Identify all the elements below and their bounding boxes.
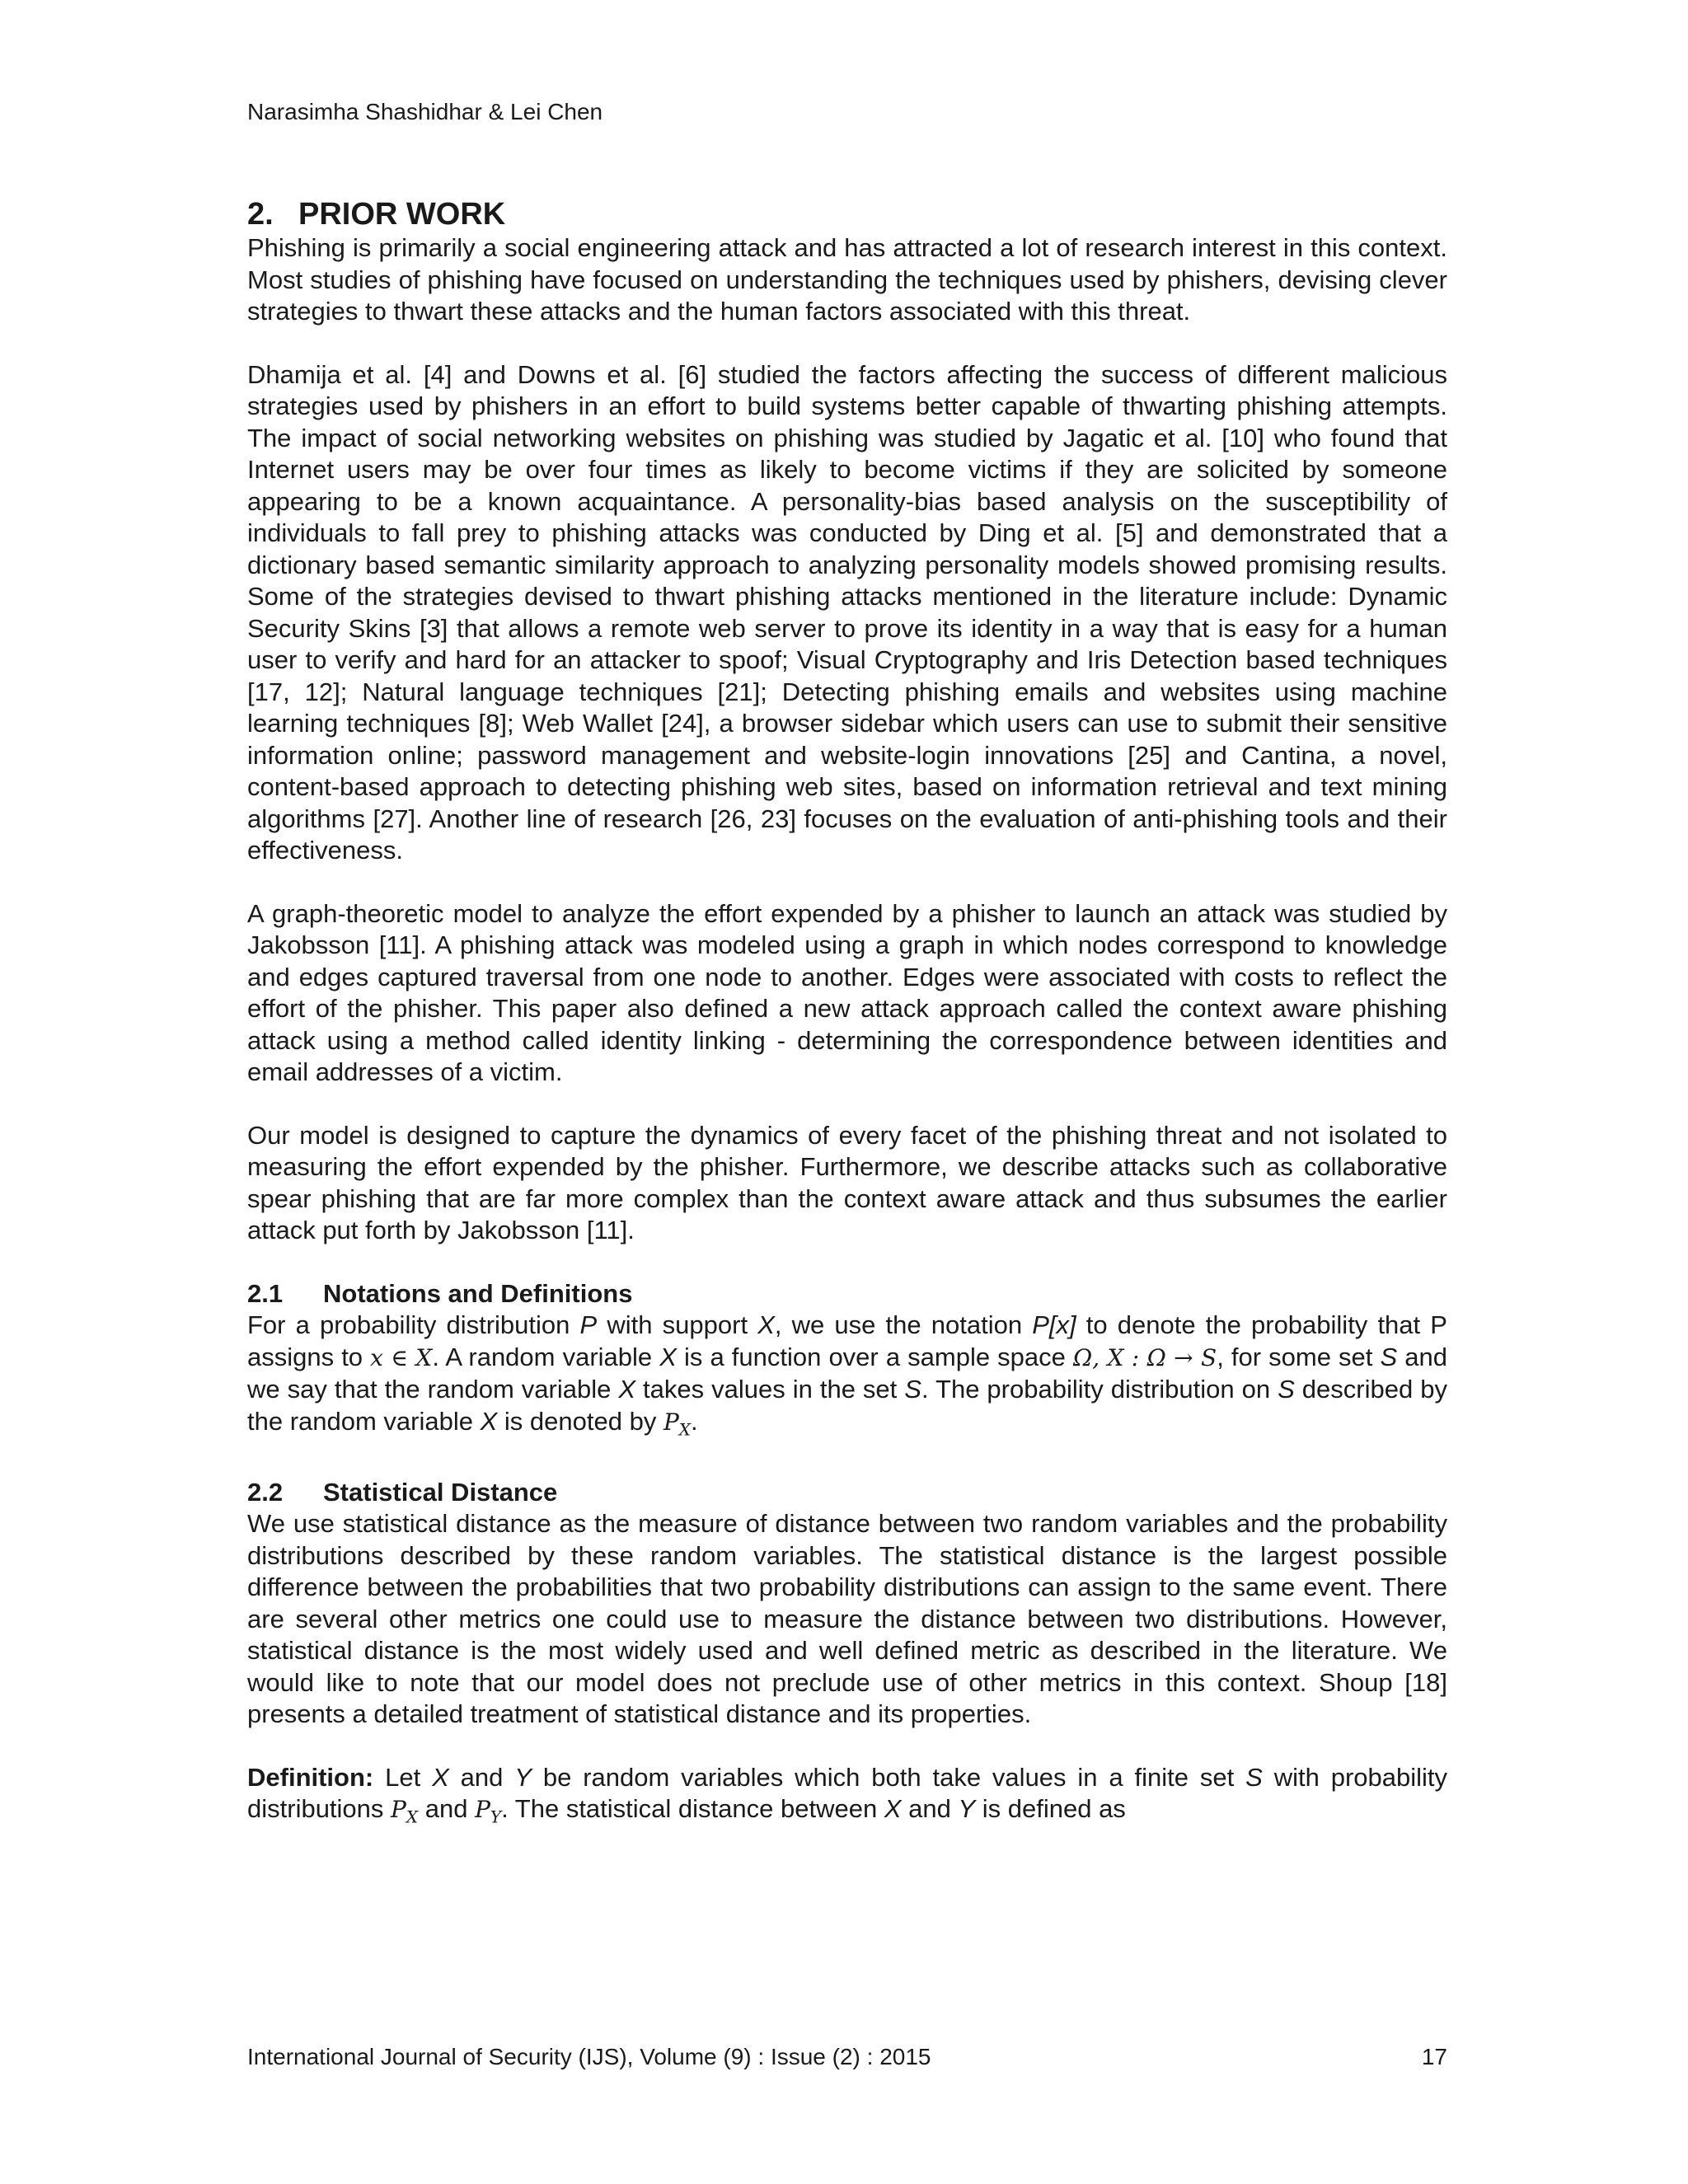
math-P-X: $P_X$ — [391, 1796, 419, 1827]
paragraph-our-model: Our model is designed to capture the dynamics of every facet of the phishing threat and not isolated to measuring the effort expended by the phisher. Furthermore, we describe attacks such as collaborative spear phishing that are far more complex than the context aware attack and thus subsumes the earlier attack put forth by Jakobsson [11]. — [247, 1120, 1447, 1244]
subsection-number: 2.2 — [247, 1477, 284, 1507]
section-heading — [247, 196, 1447, 232]
subsection-number: 2.1 — [247, 1278, 284, 1308]
math-P-Y: $P_Y$ — [475, 1796, 502, 1827]
paragraph-intro: Phishing is primarily a social engineering attack and has attracted a lot of research interest in this context. Most studies of phishing have focused on understanding the techniques used by phishers, devising clever strategies to thwart these attacks and the human factors associated with this threat. — [247, 233, 1447, 326]
section-title: PRIOR WORK — [298, 197, 506, 232]
paragraph-statistical-distance: We use statistical distance as the measure of distance between two random variables and the probability distributions described by these random variables. The statistical distance is the largest possible difference between the probabilities that two probability distributions can assign to the same event. There are several other metrics one could use to measure the distance between two distributions. However, statistical distance is the most widely used and well defined metric as described in the literature. We would like to note that our model does not preclude use of other metrics in this context. Shoup [18] presents a detailed treatment of statistical distance and its properties. — [247, 1509, 1447, 1729]
subsection-title: Statistical Distance — [323, 1477, 558, 1507]
subsection-title: Notations and Definitions — [323, 1278, 633, 1308]
subsection-heading-statistical-distance — [247, 1477, 1447, 1509]
subsection-heading-notations — [247, 1278, 1447, 1310]
math-P-X: $P_X$ — [663, 1408, 692, 1440]
page-content — [247, 196, 1447, 1833]
running-header-authors: Narasimha Shashidhar & Lei Chen — [247, 99, 603, 124]
footer-page-number: 17 — [1421, 2044, 1447, 2069]
math-x-in-X: x ∈ X — [370, 1343, 433, 1371]
footer-journal-citation: International Journal of Security (IJS), Volume (9) : Issue (2) : 2015 — [247, 2044, 931, 2069]
section-number: 2. — [247, 197, 274, 232]
math-omega-map: Ω, X : Ω → S — [1072, 1343, 1217, 1371]
definition-label: Definition: — [247, 1762, 374, 1792]
paragraph-graph-model: A graph-theoretic model to analyze the effort expended by a phisher to launch an attack was studied by Jakobsson [11]. A phishing attack was modeled using a graph in which nodes correspond to knowledge and edges captured traversal from one node to another. Edges were associated with costs to reflect the effort of the phisher. This paper also defined a new attack approach called the context aware phishing attack using a method called identity linking - determining the correspondence between identities and email addresses of a victim. — [247, 898, 1447, 1086]
paragraph-notations: For a probability distribution P with support X, we use the notation P[x] to denote the probability that P assigns to x ∈ X. A random variable X is a function over a sample space Ω, X : Ω → S, for some set S and we say that the random variable X takes values in the set S. The probability distribution on S described by the random variable X is denoted by $P_X$. — [247, 1310, 1447, 1440]
paragraph-related-work: Dhamija et al. [4] and Downs et al. [6] studied the factors affecting the success of different malicious strategies used by phishers in an effort to build systems better capable of thwarting phishing attempts. The impact of social networking websites on phishing was studied by Jagatic et al. [10] who found that Internet users may be over four times as likely to become victims if they are solicited by someone appearing to be a known acquaintance. A personality-bias based analysis on the susceptibility of individuals to fall prey to phishing attacks was conducted by Ding et al. [5] and demonstrated that a dictionary based semantic similarity approach to analyzing personality models showed promising results. Some of the strategies devised to thwart phishing attacks mentioned in the literature include: Dynamic Security Skins [3] that allows a remote web server to prove its identity in a way that is easy for a human user to verify and hard for an attacker to spoof; Visual Cryptography and Iris Detection based techniques [17, 12]; Natural language techniques [21]; Detecting phishing emails and websites using machine learning techniques [8]; Web Wallet [24], a browser sidebar which users can use to submit their sensitive information online; password management and website-login innovations [25] and Cantina, a novel, content-based approach to detecting phishing web sites, based on information retrieval and text mining algorithms [27]. Another line of research [26, 23] focuses on the evaluation of anti-phishing tools and their effectiveness. — [247, 359, 1447, 865]
paragraph-definition: Definition: Let X and Y be random variables which both take values in a finite set S with probability distributions $P_X$ and $P_Y$. The statistical distance between X and Y is defined as — [247, 1762, 1448, 1827]
